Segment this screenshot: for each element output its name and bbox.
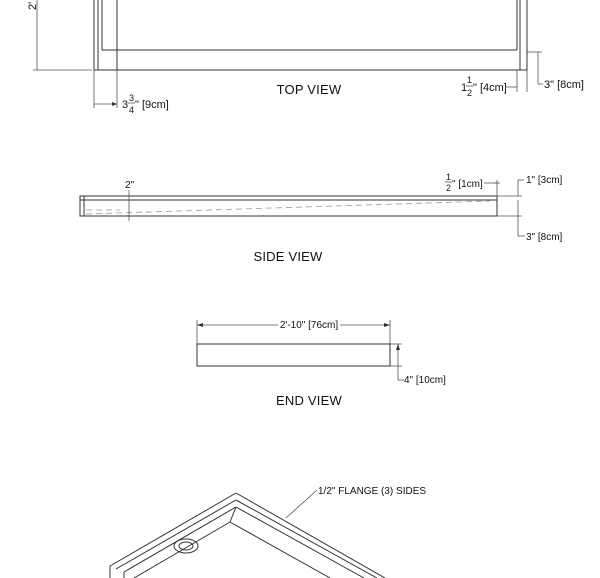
top-view bbox=[27, 0, 584, 115]
iso-callout-label: 1/2" FLANGE (3) SIDES bbox=[318, 486, 427, 497]
end-view-title: END VIEW bbox=[276, 393, 342, 408]
side-view-title: SIDE VIEW bbox=[253, 249, 323, 264]
iso-flange-left bbox=[116, 500, 236, 569]
iso-view bbox=[110, 486, 426, 578]
iso-callout-leader bbox=[286, 490, 317, 518]
iso-outer-right-edge bbox=[236, 493, 385, 578]
edge-dim-label: 3" [8cm] bbox=[544, 79, 584, 91]
end-height-label: 4" [10cm] bbox=[404, 375, 446, 386]
iso-wall-right bbox=[236, 507, 364, 578]
side-view-outline bbox=[80, 196, 497, 216]
iso-flange-right bbox=[236, 500, 377, 578]
top-view-left-dim-label: 2' bbox=[27, 1, 39, 10]
wall-dim-arrow bbox=[112, 102, 117, 106]
end-width-arrow-a bbox=[197, 323, 203, 327]
flange-dim-whole: 1 bbox=[461, 82, 468, 94]
end-view-outline bbox=[197, 344, 390, 366]
side-flange-metric: " [1cm] bbox=[452, 179, 483, 190]
wall-dim-den: 4 bbox=[129, 105, 135, 115]
wall-dim-whole: 3 bbox=[122, 99, 129, 111]
side-view bbox=[80, 172, 563, 264]
end-width-label: 2'-10" [76cm] bbox=[279, 320, 339, 331]
flange-dim-den: 2 bbox=[467, 88, 473, 98]
end-view bbox=[197, 320, 446, 408]
wall-dim-num: 3 bbox=[129, 93, 135, 103]
wall-dim-metric: " [9cm] bbox=[135, 99, 169, 111]
drain-inner bbox=[179, 542, 193, 550]
side-top-dim-label: 1" [3cm] bbox=[526, 175, 563, 186]
top-view-title: TOP VIEW bbox=[276, 82, 342, 97]
side-view-slope-line bbox=[86, 201, 490, 214]
flange-dim-num: 1 bbox=[467, 75, 473, 85]
slope-dim-label: 2" bbox=[125, 180, 135, 191]
end-width-arrow-b bbox=[384, 323, 390, 327]
flange-dim-metric: " [4cm] bbox=[473, 82, 507, 94]
side-flange-num: 1 bbox=[446, 172, 452, 182]
side-edge-dim-label: 3" [8cm] bbox=[526, 232, 563, 243]
end-height-arrow bbox=[396, 344, 400, 350]
side-flange-den: 2 bbox=[446, 183, 452, 193]
iso-floor-right bbox=[230, 522, 330, 578]
drain-outer bbox=[174, 539, 198, 553]
